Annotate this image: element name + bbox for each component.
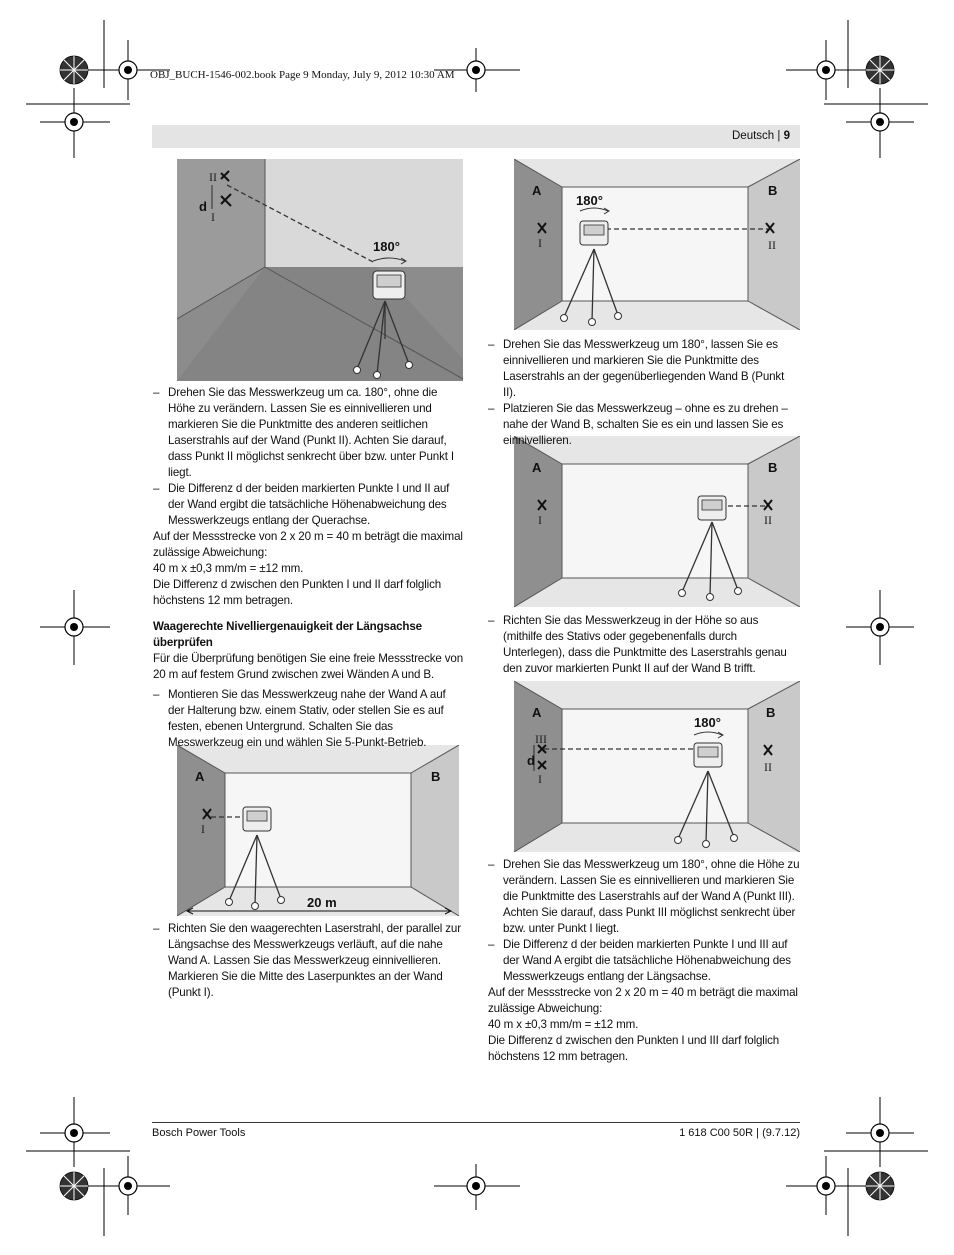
angle-label: 180° <box>576 193 603 208</box>
left-formula: 40 m x ±0,3 mm/m = ±12 mm. <box>153 562 304 575</box>
point-II-label: II <box>768 238 776 252</box>
point-II-label: II <box>764 513 772 527</box>
header-separator: | <box>777 130 781 142</box>
left-para-1: Auf der Messstrecke von 2 x 20 m = 40 m beträgt die maximal zulässige Abweichung: <box>153 530 463 559</box>
point-I-label: I <box>201 822 205 836</box>
wall-B-label: B <box>768 460 778 475</box>
left-column-bottom <box>153 921 463 1001</box>
left-bullet-2: – Die Differenz d der beiden markierten Punkte I und II auf der Wand ergibt die tatsächliche Höhenabweichung des Messwerkzeugs entlang der Querachse. <box>153 481 463 529</box>
right-bullet-4: – Drehen Sie das Messwerkzeug um 180°, ohne die Höhe zu verändern. Lassen Sie es einnivellieren und markieren Sie die Punktmitte des Laserstrahls auf der Wand A (Punkt III). Achten Sie darauf, dass Punkt III möglichst senkrecht über bzw. unter Punkt I liegt. <box>488 857 800 937</box>
wall-A-label: A <box>195 769 205 784</box>
right-bullet-5: – Die Differenz d der beiden markierten Punkte I und III auf der Wand A ergibt die tatsächliche Höhenabweichung des Messwerkzeugs entlang der Längsachse. <box>488 937 800 985</box>
right-column-2 <box>488 613 800 677</box>
right-bullet-3: – Richten Sie das Messwerkzeug in der Höhe so aus (mithilfe des Stativs oder gegebenenfalls durch Unterlegen), dass die Punktmitte des Laserstrahls genau den zuvor markierten Punkt II auf der Wand B trifft. <box>488 613 800 677</box>
right-formula: 40 m x ±0,3 mm/m = ±12 mm. <box>488 1018 639 1031</box>
section-heading: Waagerechte Nivelliergenauigkeit der Längsachse überprüfen <box>153 620 422 649</box>
point-I-label: I <box>538 513 542 527</box>
left-para-2: Die Differenz d zwischen den Punkten I und II darf folglich höchstens 12 mm betragen. <box>153 578 442 607</box>
point-I-label: I <box>538 236 542 250</box>
right-column-1 <box>488 337 800 449</box>
header-label <box>732 130 790 142</box>
angle-label: 180° <box>694 715 721 730</box>
right-bullet-2: – Platzieren Sie das Messwerkzeug – ohne es zu drehen – nahe der Wand B, schalten Sie es ein und lassen Sie es einnivellieren. <box>488 401 800 449</box>
wall-B-label: B <box>431 769 441 784</box>
figure-transverse-check <box>177 159 463 381</box>
page-header <box>152 125 800 148</box>
wall-B-label: B <box>766 705 776 720</box>
point-II-label: II <box>209 170 217 184</box>
left-column-top <box>153 385 463 751</box>
point-I-label: I <box>211 210 215 224</box>
wall-A-label: A <box>532 705 542 720</box>
page-number: 9 <box>783 130 790 142</box>
point-I-label: I <box>538 772 542 786</box>
d-label: d <box>199 199 207 214</box>
right-para-1: Auf der Messstrecke von 2 x 20 m = 40 m beträgt die maximal zulässige Abweichung: <box>488 986 798 1015</box>
header-language: Deutsch <box>732 130 775 142</box>
right-para-2: Die Differenz d zwischen den Punkten I und III darf folglich höchstens 12 mm betragen. <box>488 1034 780 1063</box>
figure-mount-near-wall-A <box>177 745 459 916</box>
file-slug: OBJ_BUCH-1546-002.book Page 9 Monday, July 9, 2012 10:30 AM <box>150 69 455 81</box>
figure-place-near-wall-B <box>514 436 800 607</box>
distance-label: 20 m <box>307 895 337 910</box>
left-bullet-3: – Montieren Sie das Messwerkzeug nahe der Wand A auf der Halterung bzw. einem Stativ, oder stellen Sie es auf festen, ebenen Untergrund. Schalten Sie das Messwerkzeug ein und wählen Sie 5-Punkt-Betrieb. <box>153 687 463 751</box>
point-III-label: III <box>535 732 547 746</box>
left-para-3: Für die Überprüfung benötigen Sie eine freie Messstrecke von 20 m auf festem Grund zwischen zwei Wänden A und B. <box>153 652 464 681</box>
footer-docnumber: 1 618 C00 50R | (9.7.12) <box>679 1127 800 1139</box>
figure-rotate-180-wall-A <box>514 681 800 852</box>
wall-A-label: A <box>532 183 542 198</box>
figure-rotate-180-wall-B <box>514 159 800 330</box>
d-label: d <box>527 753 535 768</box>
footer-brand: Bosch Power Tools <box>152 1127 246 1139</box>
angle-label: 180° <box>373 239 400 254</box>
wall-B-label: B <box>768 183 778 198</box>
point-II-label: II <box>764 760 772 774</box>
wall-A-label: A <box>532 460 542 475</box>
right-bullet-1: – Drehen Sie das Messwerkzeug um 180°, lassen Sie es einnivellieren und markieren Sie die Punktmitte des Laserstrahls an der gegenüberliegenden Wand B (Punkt II). <box>488 337 800 401</box>
footer-rule <box>152 1122 800 1123</box>
right-column-3 <box>488 857 800 1065</box>
left-bullet-4: – Richten Sie den waagerechten Laserstrahl, der parallel zur Längsachse des Messwerkzeugs verläuft, auf die nahe Wand A. Lassen Sie das Messwerkzeug einnivellieren. Markieren Sie die Mitte des Laserpunktes an der Wand (Punkt I). <box>153 921 463 1001</box>
left-bullet-1: – Drehen Sie das Messwerkzeug um ca. 180°, ohne die Höhe zu verändern. Lassen Sie es einnivellieren und markieren Sie die Punktmitte des anderen seitlichen Laserstrahls auf der Wand (Punkt II). Achten Sie darauf, dass Punkt II möglichst senkrecht über bzw. unter Punkt I liegt. <box>153 385 463 481</box>
